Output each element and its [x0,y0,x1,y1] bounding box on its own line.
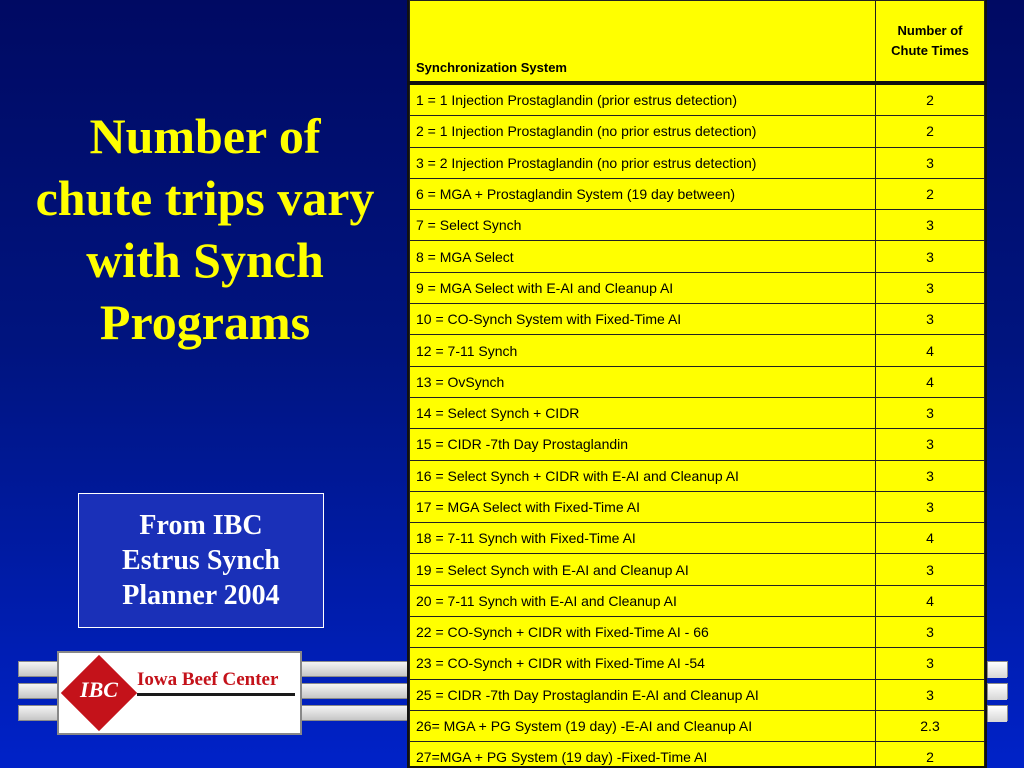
table-row [410,585,985,616]
system-cell: 23 = CO-Synch + CIDR with Fixed-Time AI -54 [410,648,876,679]
system-cell: 7 = Select Synch [410,210,876,241]
table-row [410,429,985,460]
table-row [410,679,985,710]
table-row [410,116,985,147]
source-line-1: From IBC [139,510,263,541]
slide-title: Number of chute trips vary with Synch Programs [35,108,375,350]
count-cell: 3 [876,241,985,272]
system-cell: 10 = CO-Synch System with Fixed-Time AI [410,304,876,335]
table-row [410,335,985,366]
logo-initials: IBC [80,677,118,702]
count-cell: 3 [876,429,985,460]
count-cell: 3 [876,491,985,522]
system-cell: 6 = MGA + Prostaglandin System (19 day between) [410,178,876,209]
table-row [410,147,985,178]
system-cell: 26= MGA + PG System (19 day) -E-AI and Cleanup AI [410,710,876,741]
system-cell: 13 = OvSynch [410,366,876,397]
system-cell: 9 = MGA Select with E-AI and Cleanup AI [410,272,876,303]
count-cell: 2.3 [876,710,985,741]
source-note [78,493,324,628]
count-cell: 3 [876,210,985,241]
system-cell: 25 = CIDR -7th Day Prostaglandin E-AI and Cleanup AI [410,679,876,710]
table-row [410,210,985,241]
table-row [410,83,985,116]
system-cell: 2 = 1 Injection Prostaglandin (no prior estrus detection) [410,116,876,147]
system-cell: 22 = CO-Synch + CIDR with Fixed-Time AI - 66 [410,617,876,648]
system-cell: 20 = 7-11 Synch with E-AI and Cleanup AI [410,585,876,616]
table-row [410,710,985,741]
header-system: Synchronization System [410,1,876,84]
count-cell: 3 [876,617,985,648]
count-cell: 3 [876,679,985,710]
system-cell: 15 = CIDR -7th Day Prostaglandin [410,429,876,460]
system-cell: 19 = Select Synch with E-AI and Cleanup AI [410,554,876,585]
source-line-2: Estrus Synch [122,545,280,576]
count-cell: 4 [876,523,985,554]
table-row [410,460,985,491]
count-cell: 3 [876,147,985,178]
system-cell: 18 = 7-11 Synch with Fixed-Time AI [410,523,876,554]
count-cell: 2 [876,116,985,147]
sync-table-container [407,0,987,768]
logo-rule [137,693,295,696]
count-cell: 4 [876,335,985,366]
system-cell: 16 = Select Synch + CIDR with E-AI and Cleanup AI [410,460,876,491]
system-cell: 3 = 2 Injection Prostaglandin (no prior estrus detection) [410,147,876,178]
system-cell: 8 = MGA Select [410,241,876,272]
table-row [410,366,985,397]
header-count: Number of Chute Times [876,1,985,84]
table-row [410,648,985,679]
system-cell: 14 = Select Synch + CIDR [410,397,876,428]
logo-name: Iowa Beef Center [137,669,279,690]
table-header-row [410,1,985,84]
table-row [410,241,985,272]
count-cell: 3 [876,460,985,491]
table-row [410,272,985,303]
table-row [410,742,985,768]
table-row [410,397,985,428]
count-cell: 3 [876,397,985,428]
table-row [410,491,985,522]
sync-table [409,0,985,768]
count-cell: 3 [876,648,985,679]
source-line-3: Planner 2004 [122,580,280,611]
count-cell: 3 [876,554,985,585]
table-row [410,523,985,554]
count-cell: 2 [876,83,985,116]
table-row [410,178,985,209]
system-cell: 27=MGA + PG System (19 day) -Fixed-Time AI [410,742,876,768]
table-body [410,83,985,768]
table-row [410,554,985,585]
table-row [410,617,985,648]
iowa-beef-center-logo [57,651,302,735]
system-cell: 1 = 1 Injection Prostaglandin (prior estrus detection) [410,83,876,116]
count-cell: 4 [876,585,985,616]
count-cell: 3 [876,304,985,335]
count-cell: 2 [876,178,985,209]
count-cell: 3 [876,272,985,303]
count-cell: 4 [876,366,985,397]
count-cell: 2 [876,742,985,768]
system-cell: 17 = MGA Select with Fixed-Time AI [410,491,876,522]
table-row [410,304,985,335]
system-cell: 12 = 7-11 Synch [410,335,876,366]
